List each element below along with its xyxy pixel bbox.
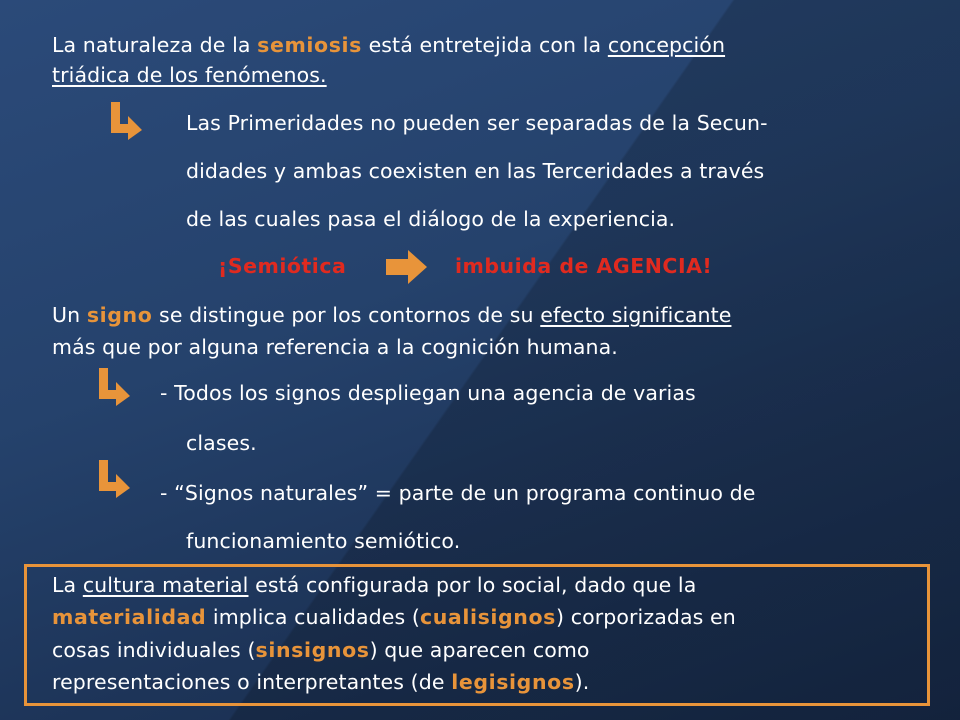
paragraph-2-line-2: didades y ambas coexisten en las Terceridades a través — [186, 159, 765, 183]
bullet-2-line-2: funcionamiento semiótico. — [186, 529, 461, 553]
box-line-1: La cultura material está configurada por lo social, dado que la — [52, 573, 697, 597]
turn-arrow-icon — [96, 458, 132, 498]
bullet-1-line-2: clases. — [186, 431, 257, 455]
box-line-4: representaciones o interpretantes (de legisignos). — [52, 670, 590, 694]
cultura-material-underlined: cultura material — [82, 573, 249, 597]
materialidad-term: materialidad — [52, 605, 207, 629]
paragraph-1-line-1: La naturaleza de la semiosis está entretejida con la concepción — [52, 33, 726, 57]
paragraph-2-line-3: de las cuales pasa el diálogo de la experiencia. — [186, 207, 676, 231]
efecto-significante-underlined: efecto significante — [540, 303, 732, 327]
paragraph-1-line-2: triádica de los fenómenos. — [52, 63, 327, 87]
turn-arrow-icon — [96, 366, 132, 406]
bullet-2-line-1: - “Signos naturales” = parte de un programa continuo de — [160, 481, 756, 505]
semiosis-term: semiosis — [257, 33, 362, 57]
paragraph-3-line-2: más que por alguna referencia a la cognición humana. — [52, 335, 618, 359]
paragraph-2-line-1: Las Primeridades no pueden ser separadas de la Secun- — [186, 111, 768, 135]
sinsignos-term: sinsignos — [255, 638, 370, 662]
paragraph-3-line-1: Un signo se distingue por los contornos de su efecto significante — [52, 303, 732, 327]
box-line-3: cosas individuales (sinsignos) que aparecen como — [52, 638, 590, 662]
turn-arrow-icon — [108, 100, 144, 140]
bullet-1-line-1: - Todos los signos despliegan una agencia de varias — [160, 381, 696, 405]
box-line-2: materialidad implica cualidades (cualisignos) corporizadas en — [52, 605, 736, 629]
signo-term: signo — [86, 303, 153, 327]
concepcion-underlined: concepción — [607, 33, 726, 57]
right-arrow-icon — [384, 248, 428, 286]
legisignos-term: legisignos — [451, 670, 575, 694]
cualisignos-term: cualisignos — [419, 605, 556, 629]
slogan-left: ¡Semiótica — [218, 254, 347, 278]
slogan-right: imbuida de AGENCIA! — [455, 254, 713, 278]
